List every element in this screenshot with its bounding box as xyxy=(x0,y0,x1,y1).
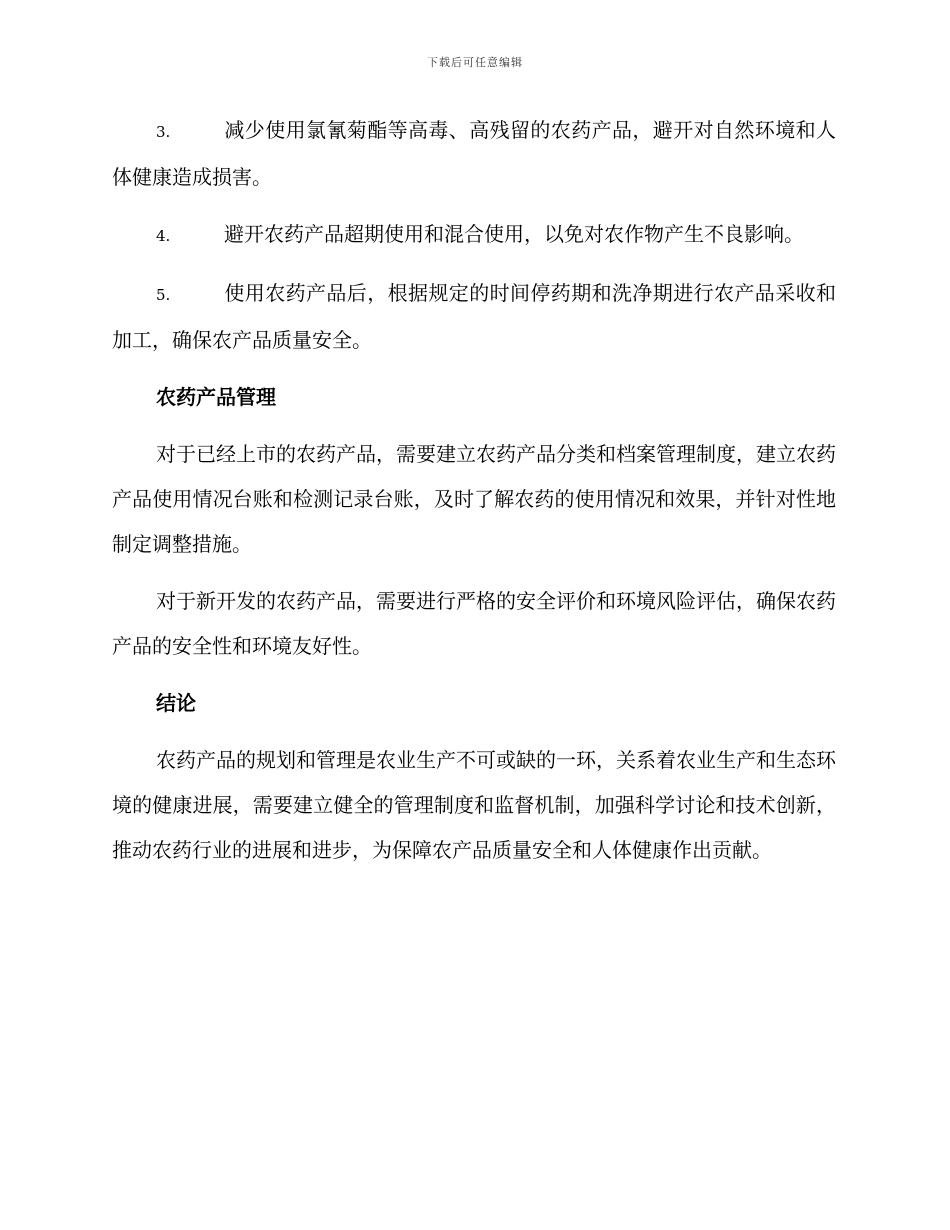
document-body xyxy=(112,108,836,885)
paragraph: 对于已经上市的农药产品，需要建立农药产品分类和档案管理制度，建立农药产品使用情况台账和检测记录台账，及时了解农药的使用情况和效果，并针对性地制定调整措施。 xyxy=(112,442,836,556)
list-text: 避开农药产品超期使用和混合使用，以免对农作物产生不良影响。 xyxy=(224,222,804,246)
list-number: 4. xyxy=(156,227,171,245)
section-heading-management: 农药产品管理 xyxy=(156,385,276,409)
list-item xyxy=(112,271,836,363)
page-header: 下载后可任意编辑 xyxy=(427,56,523,69)
section-heading-conclusion: 结论 xyxy=(156,691,196,715)
list-item xyxy=(112,212,836,259)
list-number: 5. xyxy=(156,286,171,304)
paragraph: 农药产品的规划和管理是农业生产不可或缺的一环，关系着农业生产和生态环境的健康进展，需要建立健全的管理制度和监督机制，加强科学讨论和技术创新，推动农药行业的进展和进步，为保障农产品质量安全和人体健康作出贡献。 xyxy=(112,748,836,862)
list-text: 使用农药产品后，根据规定的时间停药期和洗净期进行农产品采收和加工，确保农产品质量安全。 xyxy=(112,281,836,352)
paragraph: 对于新开发的农药产品，需要进行严格的安全评价和环境风险评估，确保农药产品的安全性和环境友好性。 xyxy=(112,589,836,658)
list-number: 3. xyxy=(156,123,171,141)
list-item xyxy=(112,108,836,200)
list-text: 减少使用氯氰菊酯等高毒、高残留的农药产品，避开对自然环境和人体健康造成损害。 xyxy=(112,118,836,189)
